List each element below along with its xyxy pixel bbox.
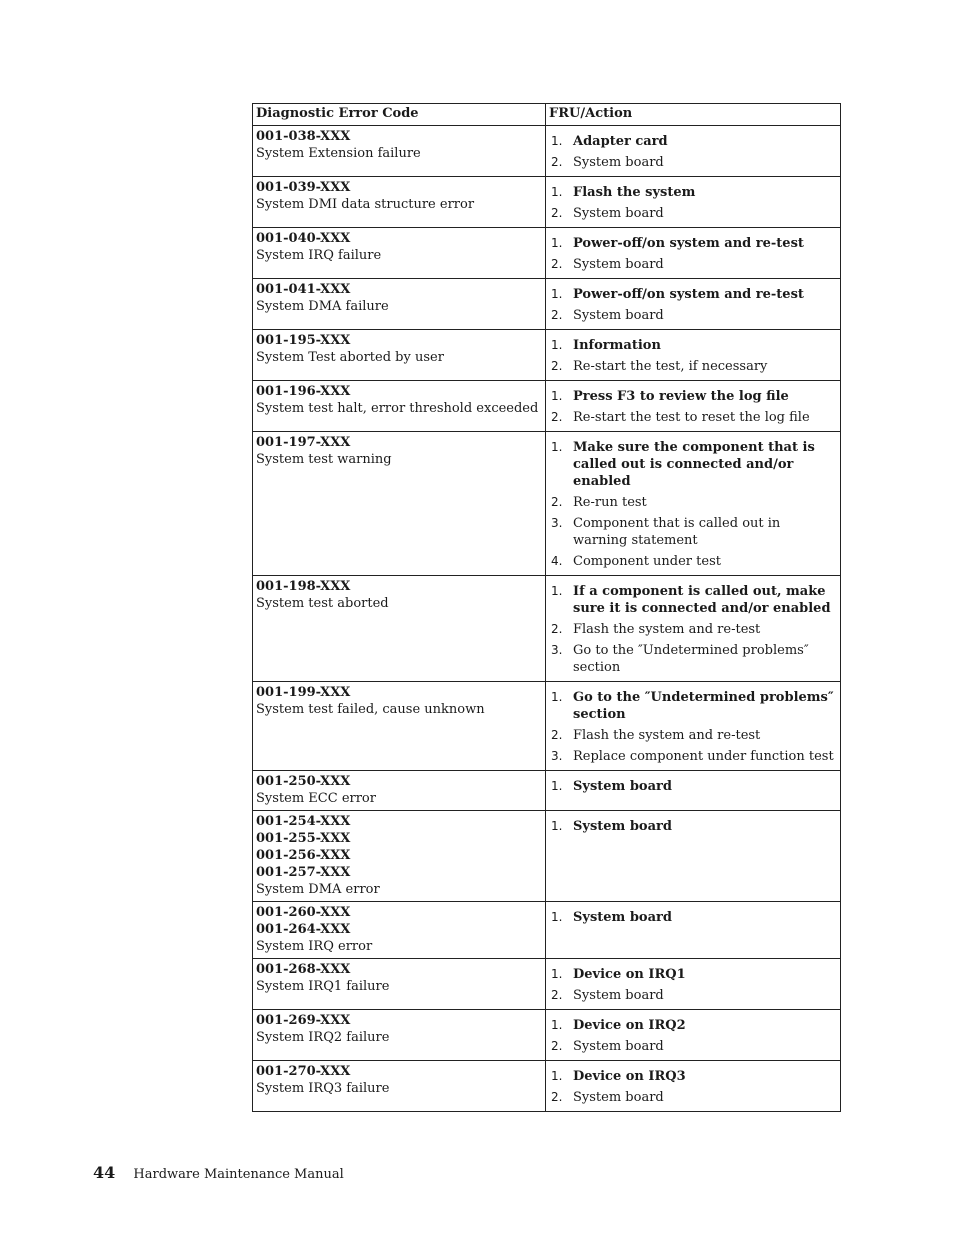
action-item: [549, 335, 837, 356]
error-code-cell: [253, 228, 546, 279]
error-code-cell: [253, 330, 546, 381]
error-code: 001-257-XXX: [256, 865, 351, 880]
action-number: 2.: [551, 988, 563, 1002]
error-code: 001-195-XXX: [256, 333, 351, 348]
error-code: 001-199-XXX: [256, 685, 351, 700]
table-row: [253, 1061, 841, 1112]
action-item: [549, 687, 837, 725]
fru-action-cell: [546, 228, 841, 279]
page-number: 44: [93, 1163, 116, 1182]
action-number: 1.: [551, 185, 563, 199]
action-number: 1.: [551, 584, 563, 598]
error-code-cell: [253, 126, 546, 177]
action-text: Press F3 to review the log file: [573, 389, 789, 404]
action-text: Adapter card: [573, 134, 668, 149]
action-item: [549, 816, 837, 837]
action-list: [549, 386, 837, 428]
action-list: [549, 1015, 837, 1057]
action-text: Device on IRQ3: [573, 1069, 686, 1084]
error-description: System test aborted: [256, 596, 389, 611]
fru-action-cell: [546, 1061, 841, 1112]
page-footer: [93, 1163, 344, 1182]
table-row: [253, 1010, 841, 1061]
action-item: [549, 152, 837, 173]
action-list: [549, 284, 837, 326]
error-code-cell: [253, 902, 546, 959]
fru-action-cell: [546, 330, 841, 381]
action-item: [549, 907, 837, 928]
action-number: 1.: [551, 440, 563, 454]
action-text: System board: [573, 257, 664, 272]
fru-action-cell: [546, 279, 841, 330]
action-number: 3.: [551, 516, 563, 530]
error-code: 001-268-XXX: [256, 962, 351, 977]
action-number: 1.: [551, 389, 563, 403]
action-list: [549, 687, 837, 767]
error-code-table-container: [252, 103, 840, 1112]
action-number: 2.: [551, 308, 563, 322]
action-number: 1.: [551, 1069, 563, 1083]
error-description: System IRQ error: [256, 939, 373, 954]
table-row: [253, 279, 841, 330]
action-item: [549, 182, 837, 203]
table-body: [253, 126, 841, 1112]
action-item: [549, 284, 837, 305]
action-text: Device on IRQ2: [573, 1018, 686, 1033]
error-code-cell: [253, 682, 546, 771]
action-list: [549, 816, 837, 837]
error-description: System IRQ3 failure: [256, 1081, 390, 1096]
action-text: Flash the system and re-test: [573, 622, 761, 637]
action-item: [549, 551, 837, 572]
error-code-table: [252, 103, 841, 1112]
error-code: 001-264-XXX: [256, 922, 351, 937]
action-text: System board: [573, 988, 664, 1003]
action-text: Re-start the test, if necessary: [573, 359, 768, 374]
action-list: [549, 907, 837, 928]
error-description: System DMA failure: [256, 299, 389, 314]
action-text: Flash the system: [573, 185, 696, 200]
action-text: Flash the system and re-test: [573, 728, 761, 743]
table-row: [253, 902, 841, 959]
error-description: System DMI data structure error: [256, 197, 475, 212]
action-item: [549, 513, 837, 551]
action-text: System board: [573, 1090, 664, 1105]
error-description: System test failed, cause unknown: [256, 702, 485, 717]
action-text: Power-off/on system and re-test: [573, 236, 804, 251]
fru-action-cell: [546, 682, 841, 771]
action-number: 3.: [551, 643, 563, 657]
action-item: [549, 492, 837, 513]
fru-action-cell: [546, 126, 841, 177]
action-number: 1.: [551, 338, 563, 352]
action-item: [549, 1015, 837, 1036]
action-number: 2.: [551, 155, 563, 169]
action-number: 1.: [551, 779, 563, 793]
manual-title: Hardware Maintenance Manual: [133, 1167, 344, 1182]
action-text: Device on IRQ1: [573, 967, 686, 982]
error-description: System test halt, error threshold exceeded: [256, 401, 539, 416]
action-number: 1.: [551, 967, 563, 981]
error-description: System IRQ2 failure: [256, 1030, 390, 1045]
error-code-cell: [253, 1010, 546, 1061]
header-diagnostic-error-code: Diagnostic Error Code: [253, 104, 546, 126]
error-code: 001-198-XXX: [256, 579, 351, 594]
action-text: Replace component under function test: [573, 749, 834, 764]
error-code-cell: [253, 381, 546, 432]
action-text: Component under test: [573, 554, 721, 569]
error-description: System IRQ failure: [256, 248, 382, 263]
action-number: 2.: [551, 257, 563, 271]
action-text: Information: [573, 338, 661, 353]
error-code-cell: [253, 576, 546, 682]
fru-action-cell: [546, 771, 841, 811]
action-list: [549, 776, 837, 797]
action-number: 3.: [551, 749, 563, 763]
action-text: Go to the ″Undetermined problems″ section: [573, 690, 834, 722]
table-row: [253, 576, 841, 682]
fru-action-cell: [546, 1010, 841, 1061]
error-code-cell: [253, 432, 546, 576]
table-row: [253, 771, 841, 811]
action-text: System board: [573, 155, 664, 170]
error-code: 001-038-XXX: [256, 129, 351, 144]
action-item: [549, 407, 837, 428]
error-code: 001-254-XXX: [256, 814, 351, 829]
action-item: [549, 254, 837, 275]
action-number: 2.: [551, 206, 563, 220]
fru-action-cell: [546, 902, 841, 959]
action-number: 2.: [551, 1039, 563, 1053]
action-number: 4.: [551, 554, 563, 568]
action-number: 2.: [551, 1090, 563, 1104]
error-code: 001-040-XXX: [256, 231, 351, 246]
table-row: [253, 381, 841, 432]
action-text: System board: [573, 308, 664, 323]
action-list: [549, 1066, 837, 1108]
error-code-cell: [253, 279, 546, 330]
error-code: 001-196-XXX: [256, 384, 351, 399]
action-item: [549, 305, 837, 326]
action-number: 1.: [551, 910, 563, 924]
action-list: [549, 233, 837, 275]
action-list: [549, 581, 837, 678]
action-item: [549, 985, 837, 1006]
error-code-cell: [253, 811, 546, 902]
error-description: System ECC error: [256, 791, 376, 806]
error-code: 001-255-XXX: [256, 831, 351, 846]
action-number: 1.: [551, 287, 563, 301]
action-number: 1.: [551, 134, 563, 148]
error-code-cell: [253, 959, 546, 1010]
action-item: [549, 581, 837, 619]
header-fru-action: FRU/Action: [546, 104, 841, 126]
action-list: [549, 335, 837, 377]
action-item: [549, 131, 837, 152]
action-item: [549, 203, 837, 224]
action-text: Re-run test: [573, 495, 647, 510]
action-text: System board: [573, 206, 664, 221]
action-item: [549, 640, 837, 678]
action-item: [549, 1036, 837, 1057]
action-item: [549, 356, 837, 377]
fru-action-cell: [546, 177, 841, 228]
fru-action-cell: [546, 959, 841, 1010]
error-description: System Test aborted by user: [256, 350, 444, 365]
action-item: [549, 233, 837, 254]
action-number: 2.: [551, 728, 563, 742]
table-row: [253, 682, 841, 771]
action-number: 2.: [551, 359, 563, 373]
table-row: [253, 432, 841, 576]
table-row: [253, 811, 841, 902]
action-text: System board: [573, 779, 672, 794]
action-text: If a component is called out, make sure it is connected and/or enabled: [573, 584, 831, 616]
action-item: [549, 746, 837, 767]
action-number: 1.: [551, 690, 563, 704]
action-item: [549, 619, 837, 640]
action-text: Component that is called out in warning statement: [573, 516, 781, 548]
table-row: [253, 177, 841, 228]
action-text: System board: [573, 910, 672, 925]
action-text: System board: [573, 819, 672, 834]
error-description: System IRQ1 failure: [256, 979, 390, 994]
error-code-cell: [253, 1061, 546, 1112]
error-code: 001-270-XXX: [256, 1064, 351, 1079]
fru-action-cell: [546, 576, 841, 682]
action-item: [549, 386, 837, 407]
error-code: 001-041-XXX: [256, 282, 351, 297]
error-code-cell: [253, 177, 546, 228]
action-number: 2.: [551, 622, 563, 636]
table-row: [253, 228, 841, 279]
table-header-row: [253, 104, 841, 126]
action-item: [549, 1087, 837, 1108]
error-code: 001-260-XXX: [256, 905, 351, 920]
action-text: Make sure the component that is called out is connected and/or enabled: [573, 440, 815, 489]
error-description: System DMA error: [256, 882, 380, 897]
action-item: [549, 964, 837, 985]
action-number: 2.: [551, 410, 563, 424]
error-code: 001-256-XXX: [256, 848, 351, 863]
fru-action-cell: [546, 381, 841, 432]
table-row: [253, 126, 841, 177]
error-code: 001-269-XXX: [256, 1013, 351, 1028]
action-number: 1.: [551, 819, 563, 833]
action-item: [549, 437, 837, 492]
action-list: [549, 437, 837, 572]
action-list: [549, 131, 837, 173]
table-row: [253, 330, 841, 381]
action-number: 1.: [551, 1018, 563, 1032]
error-description: System Extension failure: [256, 146, 421, 161]
error-code: 001-250-XXX: [256, 774, 351, 789]
action-number: 2.: [551, 495, 563, 509]
action-item: [549, 725, 837, 746]
action-text: System board: [573, 1039, 664, 1054]
action-list: [549, 182, 837, 224]
error-code-cell: [253, 771, 546, 811]
error-code: 001-039-XXX: [256, 180, 351, 195]
error-description: System test warning: [256, 452, 392, 467]
error-code: 001-197-XXX: [256, 435, 351, 450]
fru-action-cell: [546, 432, 841, 576]
action-text: Power-off/on system and re-test: [573, 287, 804, 302]
table-row: [253, 959, 841, 1010]
action-item: [549, 776, 837, 797]
action-list: [549, 964, 837, 1006]
action-number: 1.: [551, 236, 563, 250]
fru-action-cell: [546, 811, 841, 902]
action-item: [549, 1066, 837, 1087]
action-text: Go to the ″Undetermined problems″ section: [573, 643, 809, 675]
action-text: Re-start the test to reset the log file: [573, 410, 810, 425]
